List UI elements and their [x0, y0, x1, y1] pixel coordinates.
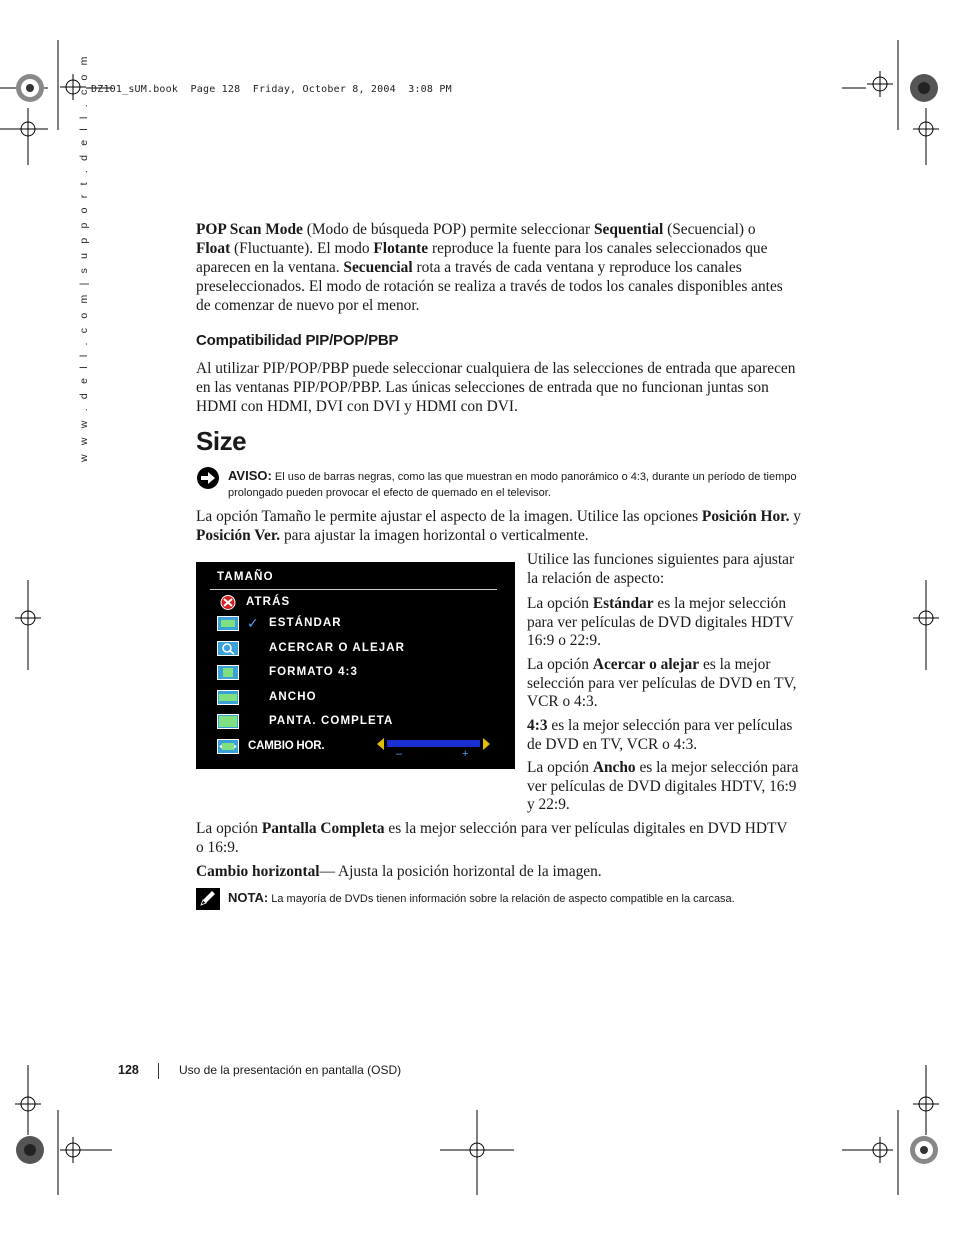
osd-item-label: ACERCAR O ALEJAR: [269, 642, 406, 654]
full-screen-paragraph: La opción Pantalla Completa es la mejor selección para ver películas digitales en DVD HDTV o 16:9.: [196, 820, 788, 856]
osd-size-menu: [196, 562, 515, 769]
h-shift-slider[interactable]: [387, 740, 480, 747]
h-shift-paragraph: Cambio horizontal— Ajusta la posición horizontal de la imagen.: [196, 863, 602, 880]
slider-plus-label: +: [462, 748, 469, 760]
slider-right-arrow-icon[interactable]: [483, 738, 490, 750]
aspect-intro: Utilice las funciones siguientes para ajustar la relación de aspecto:: [527, 551, 795, 587]
osd-item-4-3[interactable]: [196, 663, 515, 683]
notice-label: AVISO:: [228, 468, 272, 483]
selected-check-icon: ✓: [247, 615, 259, 631]
page-number: 128: [118, 1063, 139, 1077]
aspect-wide-desc: La opción Ancho es la mejor selección para ver películas de DVD digitales HDTV, 16:9 y 22:9.: [527, 759, 799, 813]
osd-item-full[interactable]: [196, 712, 515, 732]
size-section-title: Size: [196, 426, 247, 456]
back-icon: [217, 595, 239, 610]
side-website-url: w w w . d e l l . c o m | s u p p o r t . d e l l . c o m: [78, 53, 90, 462]
osd-item-label: ANCHO: [269, 691, 317, 703]
aspect-standard-desc: La opción Estándar es la mejor selección para ver películas de DVD digitales HDTV 16:9 o 22:9.: [527, 595, 794, 649]
aspect-zoom-desc: La opción Acercar o alejar es la mejor selección para ver películas de DVD en TV, VCR o 4:3.: [527, 656, 797, 710]
h-shift-icon: [217, 739, 239, 754]
pop-scan-mode-term: POP Scan Mode: [196, 221, 303, 238]
osd-item-wide[interactable]: [196, 688, 515, 708]
footer-separator: [158, 1063, 159, 1079]
note-label: NOTA:: [228, 890, 269, 905]
full-screen-icon: [217, 714, 239, 729]
osd-item-label: PANTA. COMPLETA: [269, 715, 394, 727]
intro-paragraph: POP Scan Mode (Modo de búsqueda POP) permite seleccionar Sequential (Secuencial) o Float (Fluctuante). El modo Flotante reproduce la fuente para los canales seleccionados que aparecen en la ventana. Secuencial rota a través de cada ventana y reproduce los canales preseleccionados. El modo de rotación se realiza a través de todos los canales disponibles antes de comenzar de nuevo por el menor.: [196, 221, 783, 314]
osd-item-label: ESTÁNDAR: [269, 617, 342, 629]
slider-minus-label: –: [396, 748, 403, 760]
print-file-info: DZ101_sUM.book Page 128 Friday, October 8, 2004 3:08 PM: [91, 84, 452, 95]
osd-divider: [210, 589, 497, 590]
osd-item-standard[interactable]: [196, 614, 515, 634]
size-paragraph: La opción Tamaño le permite ajustar el aspecto de la imagen. Utilice las opciones Posición Hor. y Posición Ver. para ajustar la imagen horizontal o verticalmente.: [196, 508, 801, 544]
osd-back-label: ATRÁS: [246, 596, 291, 608]
osd-item-label: FORMATO 4:3: [269, 666, 358, 678]
footer-chapter-title: Uso de la presentación en pantalla (OSD): [179, 1063, 402, 1077]
format-4-3-icon: [217, 665, 239, 680]
note-pencil-icon: [196, 888, 220, 910]
osd-item-zoom[interactable]: [196, 639, 515, 659]
note-text: La mayoría de DVDs tienen información sobre la relación de aspecto compatible en la carcasa.: [268, 893, 735, 905]
aspect-4-3-desc: 4:3 es la mejor selección para ver películas de DVD en TV, VCR o 4:3.: [527, 717, 793, 753]
osd-back-item[interactable]: [196, 593, 515, 613]
osd-item-label: CAMBIO HOR.: [248, 740, 325, 752]
slider-left-arrow-icon[interactable]: [377, 738, 384, 750]
wide-aspect-icon: [217, 690, 239, 705]
compat-heading: Compatibilidad PIP/POP/PBP: [196, 332, 399, 349]
osd-menu-title: TAMAÑO: [217, 571, 274, 583]
notice-text: El uso de barras negras, como las que muestran en modo panorámico o 4:3, durante un período de tiempo prolongado pueden provocar el efecto de quemado en el televisor.: [228, 471, 797, 499]
compat-paragraph: Al utilizar PIP/POP/PBP puede seleccionar cualquiera de las selecciones de entrada que aparecen en las ventanas PIP/POP/PBP. Las únicas selecciones de entrada que no funcionan juntas son HDMI con HDMI, DVI con DVI y HDMI con DVI.: [196, 360, 796, 415]
zoom-aspect-icon: [217, 641, 239, 656]
standard-aspect-icon: [217, 616, 239, 631]
notice-arrow-icon: [196, 466, 220, 490]
